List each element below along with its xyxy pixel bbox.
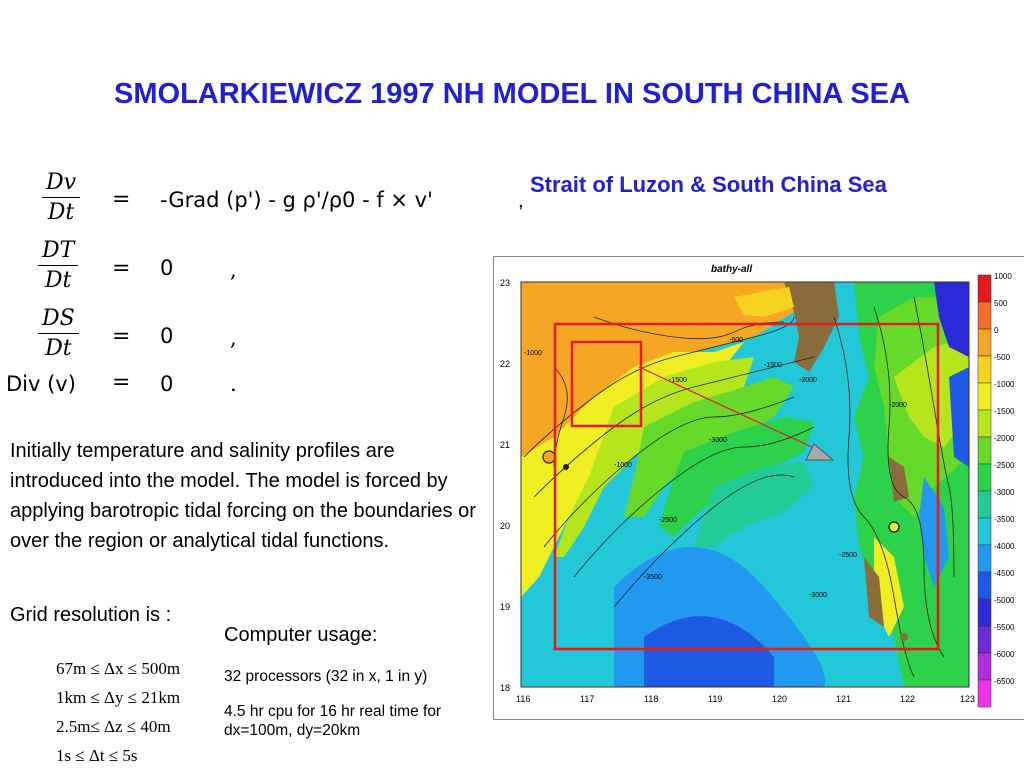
- colorbar-swatch: [978, 491, 991, 518]
- x-tick-label: 122: [900, 694, 916, 704]
- colorbar-label: -2000: [994, 434, 1015, 443]
- colorbar-label: -5000: [994, 596, 1015, 605]
- colorbar-swatch: [978, 437, 991, 464]
- resolution-dz: 2.5m≤ Δz ≤ 40m: [56, 717, 171, 736]
- eq4-punct: .: [230, 372, 237, 396]
- slide-title: SMOLARKIEWICZ 1997 NH MODEL IN SOUTH CHINA SEA: [114, 78, 910, 110]
- contour-label: -1500: [669, 377, 687, 384]
- eq3-punct: ,: [230, 326, 237, 350]
- contour-label: -2500: [839, 552, 857, 559]
- eq4-rhs: 0: [160, 372, 174, 396]
- y-tick-label: 21: [500, 440, 511, 450]
- contour-label: -500: [729, 337, 744, 344]
- colorbar-swatch: [978, 653, 991, 680]
- eq3-lhs-fraction: [38, 306, 79, 361]
- colorbar-swatch: [978, 572, 991, 599]
- eq1-rhs: -Grad (p') - g ρ'/ρ0 - f × v': [160, 188, 433, 212]
- eq3-denominator: Dt: [45, 336, 72, 361]
- map-plot-title: bathy-all: [711, 264, 753, 275]
- bathymetry-map-svg: [494, 257, 1024, 719]
- eq2-denominator: Dt: [44, 268, 72, 293]
- eq3-equals: =: [112, 324, 131, 349]
- eq2-numerator: DT: [38, 238, 78, 266]
- colorbar-swatch: [978, 356, 991, 383]
- contour-label: -3000: [809, 592, 827, 599]
- computer-usage-processors: 32 processors (32 in x, 1 in y): [224, 668, 428, 685]
- eq2-lhs-fraction: [38, 238, 78, 293]
- y-tick-label: 20: [500, 521, 511, 531]
- y-tick-label: 23: [500, 278, 511, 288]
- colorbar-label: -6000: [994, 650, 1015, 659]
- resolution-dt: 1s ≤ Δt ≤ 5s: [56, 746, 138, 765]
- contour-label: -3500: [644, 574, 662, 581]
- eq1-lhs-fraction: [42, 170, 80, 225]
- computer-usage-title: Computer usage:: [224, 624, 378, 646]
- colorbar-swatch: [978, 518, 991, 545]
- x-tick-label: 117: [580, 694, 595, 704]
- eq2-equals: =: [112, 256, 131, 281]
- colorbar-swatch: [978, 275, 991, 302]
- contour-label: -1000: [614, 462, 632, 469]
- colorbar-label: -3500: [994, 515, 1015, 524]
- colorbar-swatch: [978, 383, 991, 410]
- depth-colorbar: [978, 272, 1015, 707]
- colorbar-label: 1000: [994, 272, 1012, 281]
- x-tick-label: 123: [960, 694, 976, 704]
- eq4-lhs: Div (v): [6, 372, 76, 396]
- x-tick-label: 116: [516, 694, 531, 704]
- eq2-rhs: 0: [160, 256, 174, 280]
- resolution-dy: 1km ≤ Δy ≤ 21km: [56, 688, 181, 707]
- contour-label: -1500: [764, 362, 782, 369]
- colorbar-swatch: [978, 626, 991, 653]
- map-x-axis: [516, 694, 975, 704]
- colorbar-swatch: [978, 599, 991, 626]
- eq1-numerator: Dv: [42, 170, 80, 198]
- colorbar-swatch: [978, 329, 991, 356]
- colorbar-label: -3000: [994, 488, 1015, 497]
- colorbar-swatch: [978, 680, 991, 707]
- stray-comma: ,: [518, 190, 524, 212]
- colorbar-label: -6500: [994, 677, 1015, 686]
- grid-resolution-label: Grid resolution is :: [10, 604, 172, 626]
- x-tick-label: 121: [836, 694, 852, 704]
- colorbar-label: -1500: [994, 407, 1015, 416]
- eq2-punct: ,: [230, 258, 237, 282]
- map-subtitle: Strait of Luzon & South China Sea: [530, 172, 887, 197]
- colorbar-label: -4500: [994, 569, 1015, 578]
- governing-equations: [0, 160, 433, 400]
- colorbar-label: 0: [994, 326, 999, 335]
- colorbar-swatch: [978, 302, 991, 329]
- colorbar-label: -500: [994, 353, 1011, 362]
- model-description: Initially temperature and salinity profiles are introduced into the model. The model is forced by applying barotropic tidal forcing on the boundaries or over the region or analytical tidal functions.: [10, 440, 476, 552]
- colorbar-swatch: [978, 410, 991, 437]
- x-tick-label: 119: [708, 694, 723, 704]
- contour-label: -2000: [889, 402, 907, 409]
- x-tick-label: 120: [772, 694, 788, 704]
- eq4-equals: =: [112, 370, 131, 395]
- colorbar-label: -1000: [994, 380, 1015, 389]
- contour-label: -2500: [659, 517, 677, 524]
- colorbar-label: 500: [994, 299, 1008, 308]
- colorbar-label: -2500: [994, 461, 1015, 470]
- y-tick-label: 19: [500, 602, 511, 612]
- contour-label: -3000: [709, 437, 727, 444]
- colorbar-swatch: [978, 545, 991, 572]
- bathymetry-map: [493, 256, 1024, 720]
- eq3-rhs: 0: [160, 324, 174, 348]
- colorbar-label: -5500: [994, 623, 1015, 632]
- contour-label: -1000: [524, 350, 542, 357]
- y-tick-label: 18: [500, 683, 511, 693]
- x-tick-label: 118: [644, 694, 659, 704]
- contour-label: -2000: [799, 377, 817, 384]
- eq1-denominator: Dt: [47, 200, 75, 225]
- eq1-equals: =: [112, 187, 131, 212]
- resolution-dx: 67m ≤ Δx ≤ 500m: [56, 659, 181, 678]
- computer-usage-cpu-time: 4.5 hr cpu for 16 hr real time for dx=100m, dy=20km: [224, 703, 442, 739]
- colorbar-swatch: [978, 464, 991, 491]
- colorbar-label: -4000: [994, 542, 1015, 551]
- eq3-numerator: DS: [38, 306, 79, 334]
- map-y-axis: [500, 278, 510, 693]
- y-tick-label: 22: [500, 359, 511, 369]
